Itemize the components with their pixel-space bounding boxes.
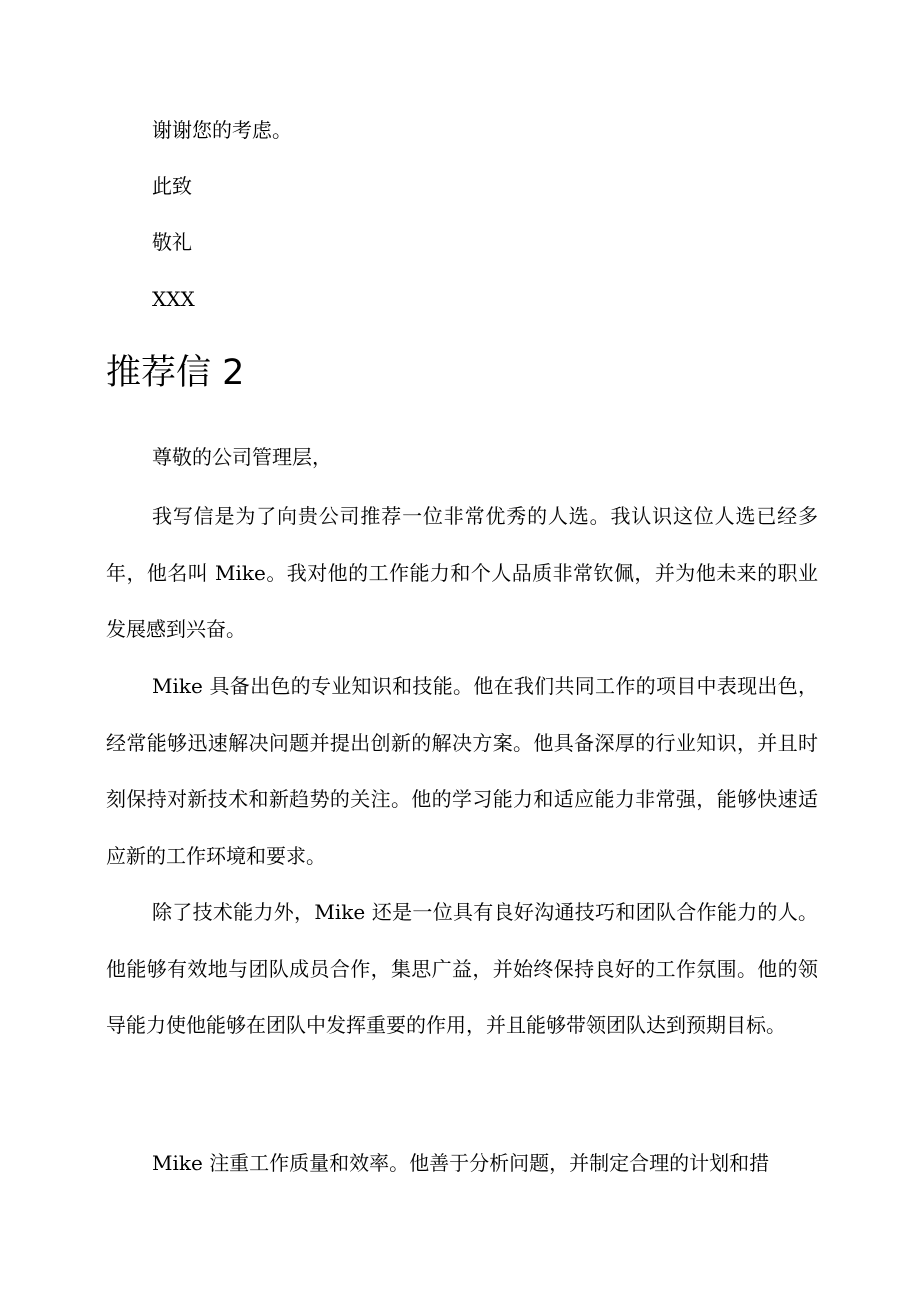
- closing-salutation-2: 敬礼: [152, 230, 192, 254]
- closing-thanks: 谢谢您的考虑。: [152, 118, 292, 142]
- body-paragraph-3: 除了技术能力外，Mike 还是一位具有良好沟通技巧和团队合作能力的人。他能够有效地与团队成员合作，集思广益，并始终保持良好的工作氛围。他的领导能力使他能够在团队中发挥重要的作用，并且能够带领团队达到预期目标。: [106, 900, 818, 1037]
- body-paragraph-2: Mike 具备出色的专业知识和技能。他在我们共同工作的项目中表现出色，经常能够迅速解决问题并提出创新的解决方案。他具备深厚的行业知识，并且时刻保持对新技术和新趋势的关注。他的学习能力和适应能力非常强，能够快速适应新的工作环境和要求。: [106, 674, 818, 868]
- closing-signature: XXX: [152, 287, 195, 311]
- body-paragraph-4: Mike 注重工作质量和效率。他善于分析问题，并制定合理的计划和措: [152, 1151, 770, 1175]
- closing-salutation-1: 此致: [152, 174, 192, 198]
- body-paragraph-1: 我写信是为了向贵公司推荐一位非常优秀的人选。我认识这位人选已经多年，他名叫 Mike。我对他的工作能力和个人品质非常钦佩，并为他未来的职业发展感到兴奋。: [106, 504, 818, 641]
- letter-title: 推荐信 2: [106, 353, 245, 393]
- letter-greeting: 尊敬的公司管理层，: [152, 445, 332, 469]
